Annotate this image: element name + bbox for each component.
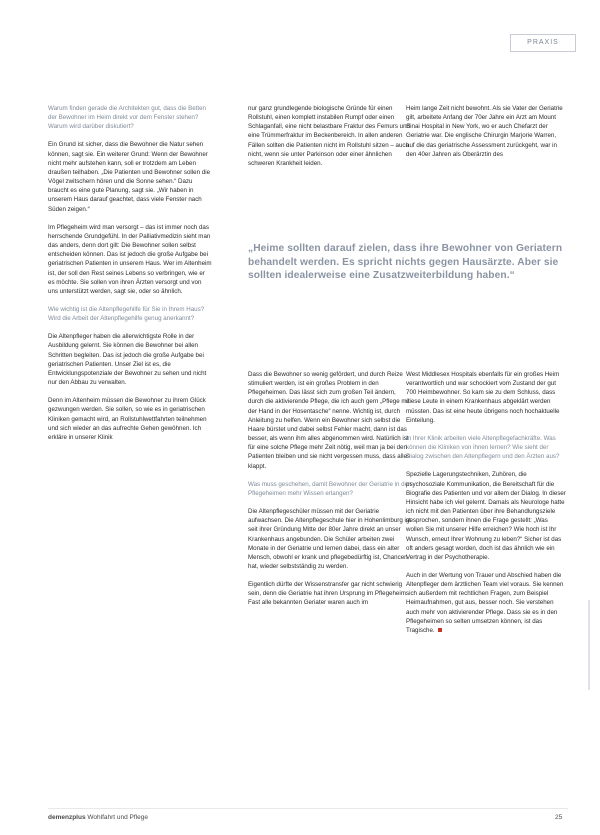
body-paragraph: Dass die Bewohner so wenig gefördert, und durch Reize stimuliert werden, ist ein großes Problem in den Pflegeheimen. Das lässt sich zum großen Teil ändern, durch die aktivierende Pflege, die ich auch gern „Pflege mit der Hand in der Hosentasche“ nenne. Wichtig ist, durch Anleitung zu helfen. Wenn ein Bewohner sich selbst die Haare bürstet und dabei selbst Fehler macht, dann ist das besser, als wenn ihm alles abgenommen wird. Natürlich ist für eine solche Pflege mehr Zeit nötig, weil man ja bei den Patienten bleiben und sie nicht vergessen muss, dass alles klappt.	[248, 371, 411, 470]
column-3-bottom	[406, 370, 566, 644]
body-paragraph: Denn im Altenheim müssen die Bewohner zu ihrem Glück gezwungen werden. Sie sollen, so wie es in geriatrischen Kliniken gemacht wird, an Rollstuhlwettfahrten teilnehmen und sich wieder an das aufrechte Gehen gewöhnen. Ich erkläre in unserer Klinik	[48, 397, 207, 441]
body-paragraph: Ein Grund ist sicher, dass die Bewohner die Natur sehen können, sagt sie. Ein weiterer Grund: Wenn der Bewohner nicht mehr aufstehen kann, soll er trotzdem am Leben draußen teilhaben. „Die Patienten und Bewohner sollen die Vögel zwitschern hören und die Sonne sehen.“ Dazu braucht es eine gute Planung, sagt sie. „Wir haben in unserem Haus darauf geachtet, dass viele Fenster nach Süden zeigen.“	[48, 141, 211, 213]
magazine-subtitle: Wohlfahrt und Pflege	[87, 814, 148, 821]
magazine-name: demenzplus	[48, 814, 86, 821]
body-paragraph: Eigentlich dürfte der Wissenstransfer gar nicht schwierig sein, denn die Geriatrie hat ihren Ursprung im Pflegeheim. Fast alle bekannten Geriater waren auch im	[248, 581, 408, 607]
page-number: 25	[555, 814, 563, 821]
body-paragraph: Die Altenpfleger haben die allerwichtigste Rolle in der Ausbildung gelernt. Sie können die Bewohner bei allen Schritten begleiten. Das ist jedoch die große Aufgabe bei geriatrischen Patienten. Unser Ziel ist es, die Entwicklungspotenziale der Bewohner zu sehen und nicht nur den Abbau zu verwalten.	[48, 333, 207, 387]
question-text: In Ihrer Klinik arbeiten viele Altenpflegefachkräfte. Was können die Kliniken von ihnen lernen? Wie sieht der Dialog zwischen den Altenpflegern und den Ärzten aus?	[406, 434, 560, 461]
footer-magazine	[48, 814, 148, 821]
body-paragraph	[406, 571, 566, 635]
column-2-bottom	[248, 370, 412, 617]
footer-divider	[48, 808, 568, 809]
column-2-top	[248, 104, 412, 177]
body-paragraph-text: Auch in der Wertung von Trauer und Abschied haben die Altenpfleger dem ärztlichen Team viel voraus. Sie kennen sich außerdem mit rechtlichen Fragen, zum Beispiel Heimaufnahmen, gut aus, besser noch. Sie verstehen auch mehr von aktivierender Pflege. Dass sie es in den Pflegeheimen so selten umsetzen können, ist das Tragische.	[406, 571, 564, 634]
body-paragraph: Spezielle Lagerungstechniken, Zuhören, die psychosoziale Kommunikation, die Bereitschaft für die Biografie des Patienten und vor allem der Dialog. In dieser Hinsicht habe ich viel gelernt. Damals als Neurologe hatte ich nicht mit den Patienten über ihre Behandlungsziele gesprochen, sondern ihnen die Frage gestellt: „Was wollen Sie mit unserer Hilfe erreichen? Wie hoch ist Ihr Wunsch, erneut Ihrer Wohnung zu leben?“ Sicher ist das oft anders gesagt worden, doch ist das ähnlich wie ein Vertrag in der Psychotherapie.	[406, 471, 566, 561]
body-paragraph: nur ganz grundlegende biologische Gründe für einen Rollstuhl, einen komplett instabilen Rumpf oder einen Schlaganfall, eine nicht belastbare Fraktur des Femurs und eine Trümmerfraktur im Beckenbereich. In allen anderen Fällen sollten die Patienten nicht im Rollstuhl sitzen – auch nicht, wenn sie unter Parkinson oder einer ähnlichen schweren Krankheit leiden.	[248, 105, 410, 167]
body-paragraph: Die Altenpflegeschüler müssen mit der Geriatrie aufwachsen. Die Altenpflegeschule hier in Hohenlimburg ist seit ihrer Gründung Mitte der 80er Jahre direkt an unser Krankenhaus angebunden. Die Schüler arbeiten zwei Monate in der Geriatrie und lernen dabei, dass ein alter Mensch, obwohl er krank und pflegebedürftig ist, Chancen hat, wieder selbstständig zu werden.	[248, 508, 411, 570]
section-tab: PRAXIS	[510, 34, 576, 52]
question-text: Was muss geschehen, damit Bewohner der Geriatrie in den Pflegeheimen mehr Wissen erlangen?	[248, 480, 412, 497]
column-3-top	[406, 104, 566, 168]
body-paragraph: Im Pflegeheim wird man versorgt – das ist immer noch das herrschende Grundgefühl. In der Palliativmedizin sieht man das anders, denn dort gilt: Die Bewohner sollen selbst entscheiden können. Das ist jedoch die große Aufgabe bei geriatrischen Patienten in unserem Haus. Wer im Altenheim ist, der soll den Rest seines Lebens so verbringen, wie er es möchte. Sie sollen von ihren Ärzten versorgt und von uns unterstützt werden, sagt sie, oder so ähnlich.	[48, 223, 212, 295]
side-rule	[588, 600, 590, 690]
column-1	[48, 104, 212, 451]
pull-quote: „Heime sollten darauf zielen, dass ihre Bewohner von Geriatern behandelt werden. Es spricht nichts gegen Hausärzte. Aber sie sollten idealerweise eine Zusatzweiterbildung haben.“	[248, 243, 563, 282]
question-text: Wie wichtig ist die Altenpflegehilfe für Sie in Ihrem Haus? Wird die Arbeit der Altenpflegehilfe genug anerkannt?	[48, 305, 205, 323]
question-text: Warum finden gerade die Architekten gut, dass die Betten der Bewohner im Heim direkt vor dem Fenster stehen? Warum wird darüber diskutiert?	[48, 105, 206, 131]
body-paragraph: West Middlesex Hospitals ebenfalls für ein großes Heim verantwortlich und war schockiert vom Zustand der gut 700 Heimbewohner. So kam sie zu dem Schluss, dass diese Leute in einem Krankenhaus abgeklärt werden müssten. Das ist eine heute übrigens noch hochaktuelle Einteilung.	[406, 371, 560, 424]
body-paragraph: Heim lange Zeit nicht bewohnt. Als sie Vater der Geriatrie gilt, arbeitete Anfang der 70er Jahre ein Arzt am Mount Sinai Hospital in New York, wo er auch Chefarzt der Geriatrie war. Die englische Chirurgin Marjorie Warren, auf die das geriatrische Assessment zurückgeht, war in den 40er Jahren als Oberärztin des	[406, 105, 563, 158]
end-mark-icon	[438, 628, 442, 632]
